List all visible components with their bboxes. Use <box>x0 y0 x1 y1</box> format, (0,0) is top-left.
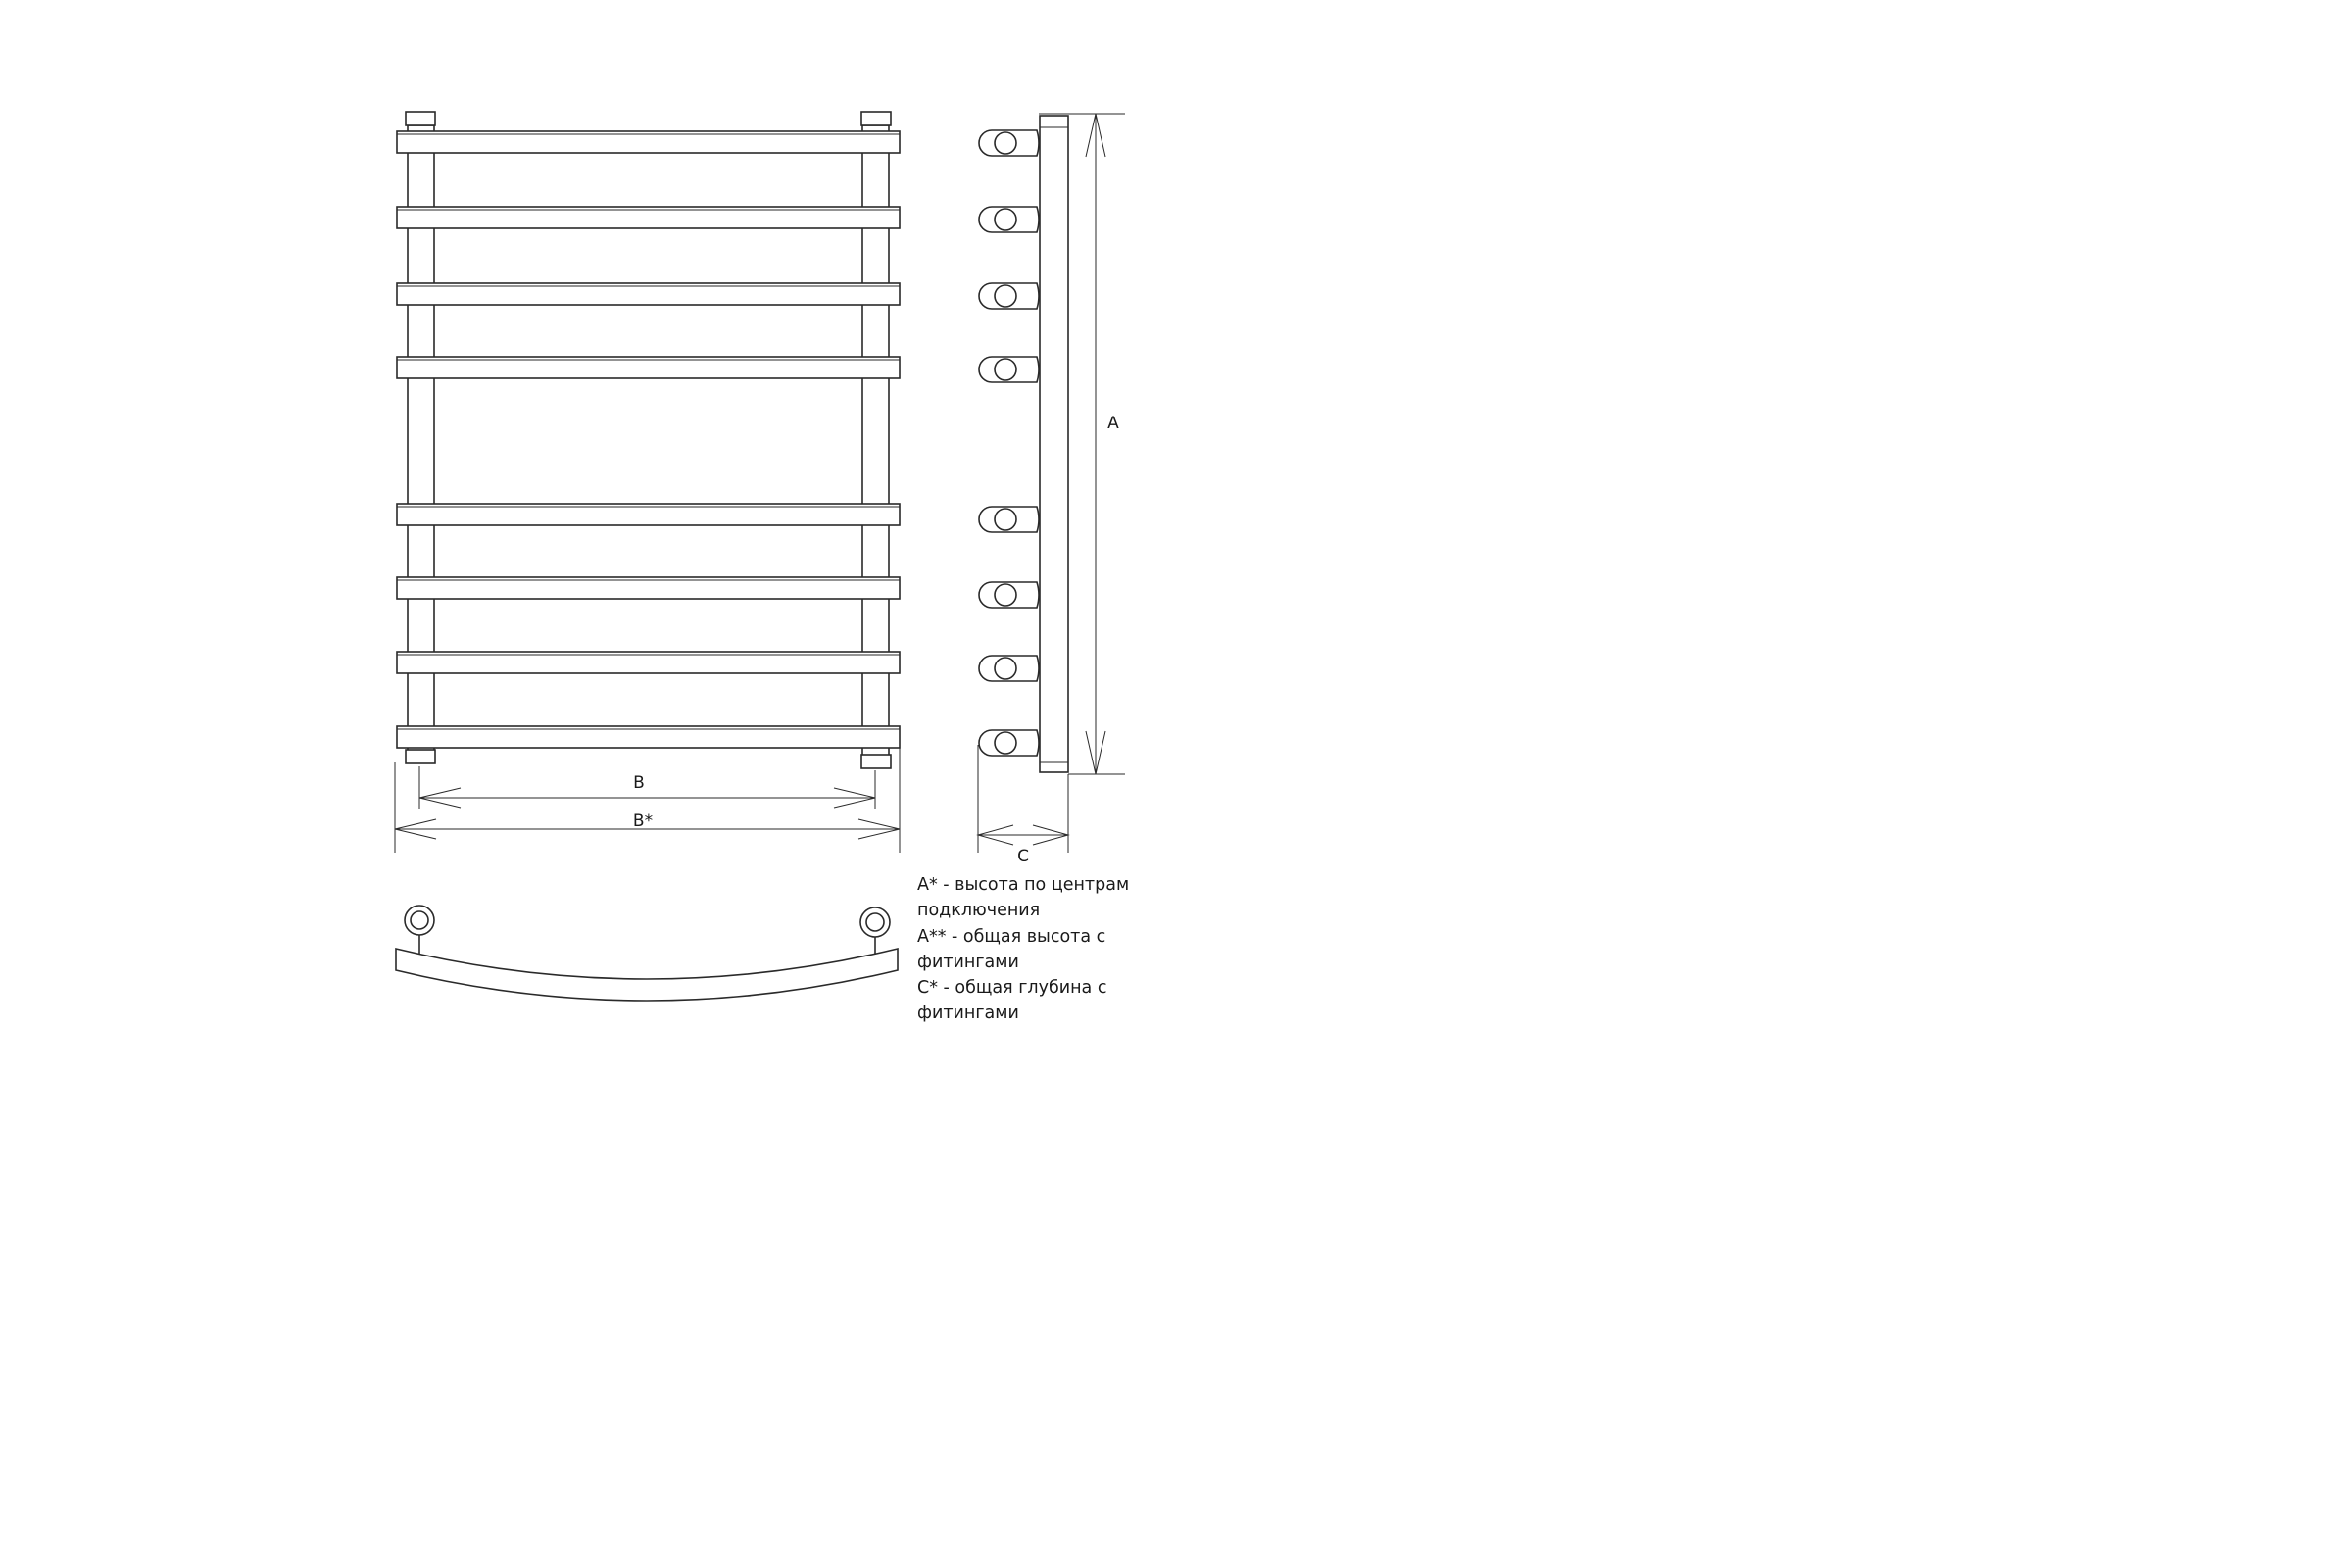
dimension-c-label: C <box>1017 847 1029 866</box>
curved-rung-top-view <box>396 949 898 1001</box>
top-right-cap <box>861 112 891 125</box>
rung-end-8 <box>979 730 1039 756</box>
rung-end-3 <box>979 283 1039 309</box>
bottom-left-fitting <box>406 750 435 763</box>
right-fitting-ring-inner <box>866 913 884 931</box>
dimension-b-label: B <box>633 773 645 793</box>
rung-end-1 <box>979 130 1039 156</box>
legend-item: A** - общая высота с фитингами <box>917 926 1111 972</box>
side-riser <box>1040 116 1068 772</box>
rung-end-7 <box>979 656 1039 681</box>
rung-end-6 <box>979 582 1039 608</box>
bottom-right-fitting <box>861 755 891 768</box>
dimension-a-label: A <box>1107 414 1119 433</box>
legend-item: A* - высота по центрам подключения <box>917 875 1135 921</box>
legend-item: C* - общая глубина с фитингами <box>917 978 1113 1024</box>
rung-end-5 <box>979 507 1039 532</box>
legend <box>917 872 1152 1027</box>
dimension-b-star-label: B* <box>632 811 654 831</box>
rung-end-2 <box>979 207 1039 232</box>
top-left-cap <box>406 112 435 125</box>
left-fitting-ring-inner <box>411 911 428 929</box>
side-view <box>978 114 1125 866</box>
rungs <box>397 131 900 748</box>
towel-rail-drawing <box>0 0 1515 1025</box>
dimension-b <box>419 773 875 808</box>
front-view <box>395 112 900 853</box>
top-view <box>396 906 898 1001</box>
rung-ends <box>979 130 1039 756</box>
dimension-b-star <box>395 811 900 839</box>
rung-end-4 <box>979 357 1039 382</box>
